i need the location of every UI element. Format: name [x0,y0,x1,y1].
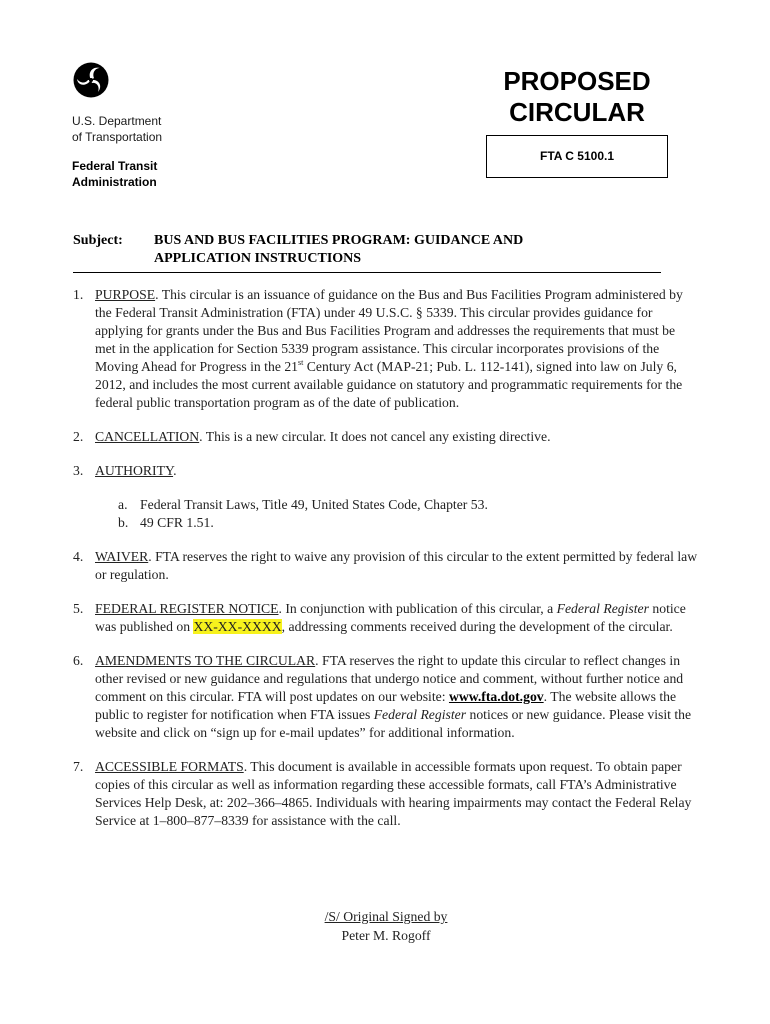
list-text: Federal Transit Laws, Title 49, United States Code, Chapter 53. [140,497,488,512]
department-line-1: U.S. Department [72,114,162,128]
italic-text: Federal Register [556,601,649,616]
item-purpose [73,286,699,412]
circular-number: FTA C 5100.1 [539,149,615,163]
item-text-cont: Century Act (MAP-21; Pub. L. 112-141), signed into law on July 6, 2012, and includes the most current available guidance on statutory and programmatic requirements for the federal public transportation program as of the date of publication. [95,359,683,410]
item-text: . FTA reserves the right to update this circular to reflect changes in other revised or new guidance and regulations that undergo notice and comment, without further notice and comment on this circular. FTA will post updates on our website: [95,653,684,704]
item-number: 6. [73,653,84,668]
title-line-1: PROPOSED [503,66,651,96]
authority-list-item [118,514,699,532]
department-line-2: of Transportation [72,129,163,144]
title-line-2: CIRCULAR [509,97,645,127]
item-waiver [73,548,699,584]
item-text-cont: notice was published on [95,601,686,634]
item-number: 3. [73,463,84,478]
item-text-end: notices or new guidance. Please visit the website and click on “sign up for e-mail updates” for additional information. [95,707,692,740]
item-text: . In conjunction with publication of this circular, a [278,601,557,616]
circular-number-box [486,135,668,178]
item-heading: WAIVER [95,549,149,564]
item-heading: CANCELLATION [95,429,200,444]
item-number: 7. [73,759,84,774]
subject-divider [73,272,661,273]
item-authority [73,462,699,532]
item-number: 4. [73,549,84,564]
signer-name: Peter M. Rogoff [341,928,431,943]
item-heading: ACCESSIBLE FORMATS [95,759,244,774]
item-text: . [173,463,177,478]
item-number: 2. [73,429,84,444]
subject-block [73,232,663,268]
item-number: 5. [73,601,84,616]
italic-text: Federal Register [373,707,467,722]
item-text: . This circular is an issuance of guidance on the Bus and Bus Facilities Program administered by the Federal Transit Administration (FTA) under 49 U.S.C. § 5339. This circular provides guidance for applying for grants under the Bus and Bus Facilities Program and addresses the requirements that must be met in the application for Section 5339 program assistance. This circular incorporates provisions of the Moving Ahead for Progress in the 21 [95,287,683,374]
circular-items [73,286,699,846]
item-text: . This is a new circular. It does not cancel any existing directive. [199,429,551,444]
item-federal-register [73,600,699,636]
item-accessible-formats [73,758,699,830]
agency-line-1: Federal Transit [72,159,158,173]
subject-line-1: BUS AND BUS FACILITIES PROGRAM: GUIDANCE AND [154,233,524,248]
list-key: b. [118,515,129,530]
superscript: st [298,358,304,367]
subject-line-2: APPLICATION INSTRUCTIONS [154,251,362,266]
item-heading: AMENDMENTS TO THE CIRCULAR [95,653,316,668]
item-text: . This document is available in accessible formats upon request. To obtain paper copies of this circular as well as information regarding these accessible formats, call FTA’s Administrative Services Help Desk, at: 202–366–4865. Individuals with hearing impairments may contact the Federal Relay Service at 1–800–877–8339 for assistance with the call. [95,759,692,828]
document-title [486,66,668,128]
item-text: . FTA reserves the right to waive any provision of this circular to the extent permitted by federal law or regulation. [95,549,698,582]
item-heading: AUTHORITY [95,463,174,478]
signature-block [73,907,699,945]
item-heading: PURPOSE [95,287,156,302]
item-text-end: , addressing comments received during the development of the circular. [281,619,673,634]
item-cancellation [73,428,699,446]
item-amendments [73,652,699,742]
item-text-cont: . The website allows the public to register for notification when FTA issues [95,689,677,722]
highlighted-date-placeholder: XX-XX-XXXX [193,619,282,634]
agency-line-2: Administration [72,174,157,189]
agency-block [72,114,162,190]
authority-list-item [118,496,699,514]
authority-list [95,496,699,532]
item-heading: FEDERAL REGISTER NOTICE [95,601,279,616]
list-key: a. [118,497,128,512]
fta-website-link[interactable]: www.fta.dot.gov [448,689,544,704]
dot-triskelion-logo-icon [73,62,109,98]
list-text: 49 CFR 1.51. [140,515,214,530]
signed-line: /S/ Original Signed by [324,909,448,924]
subject-label: Subject: [73,233,123,248]
item-number: 1. [73,287,84,302]
